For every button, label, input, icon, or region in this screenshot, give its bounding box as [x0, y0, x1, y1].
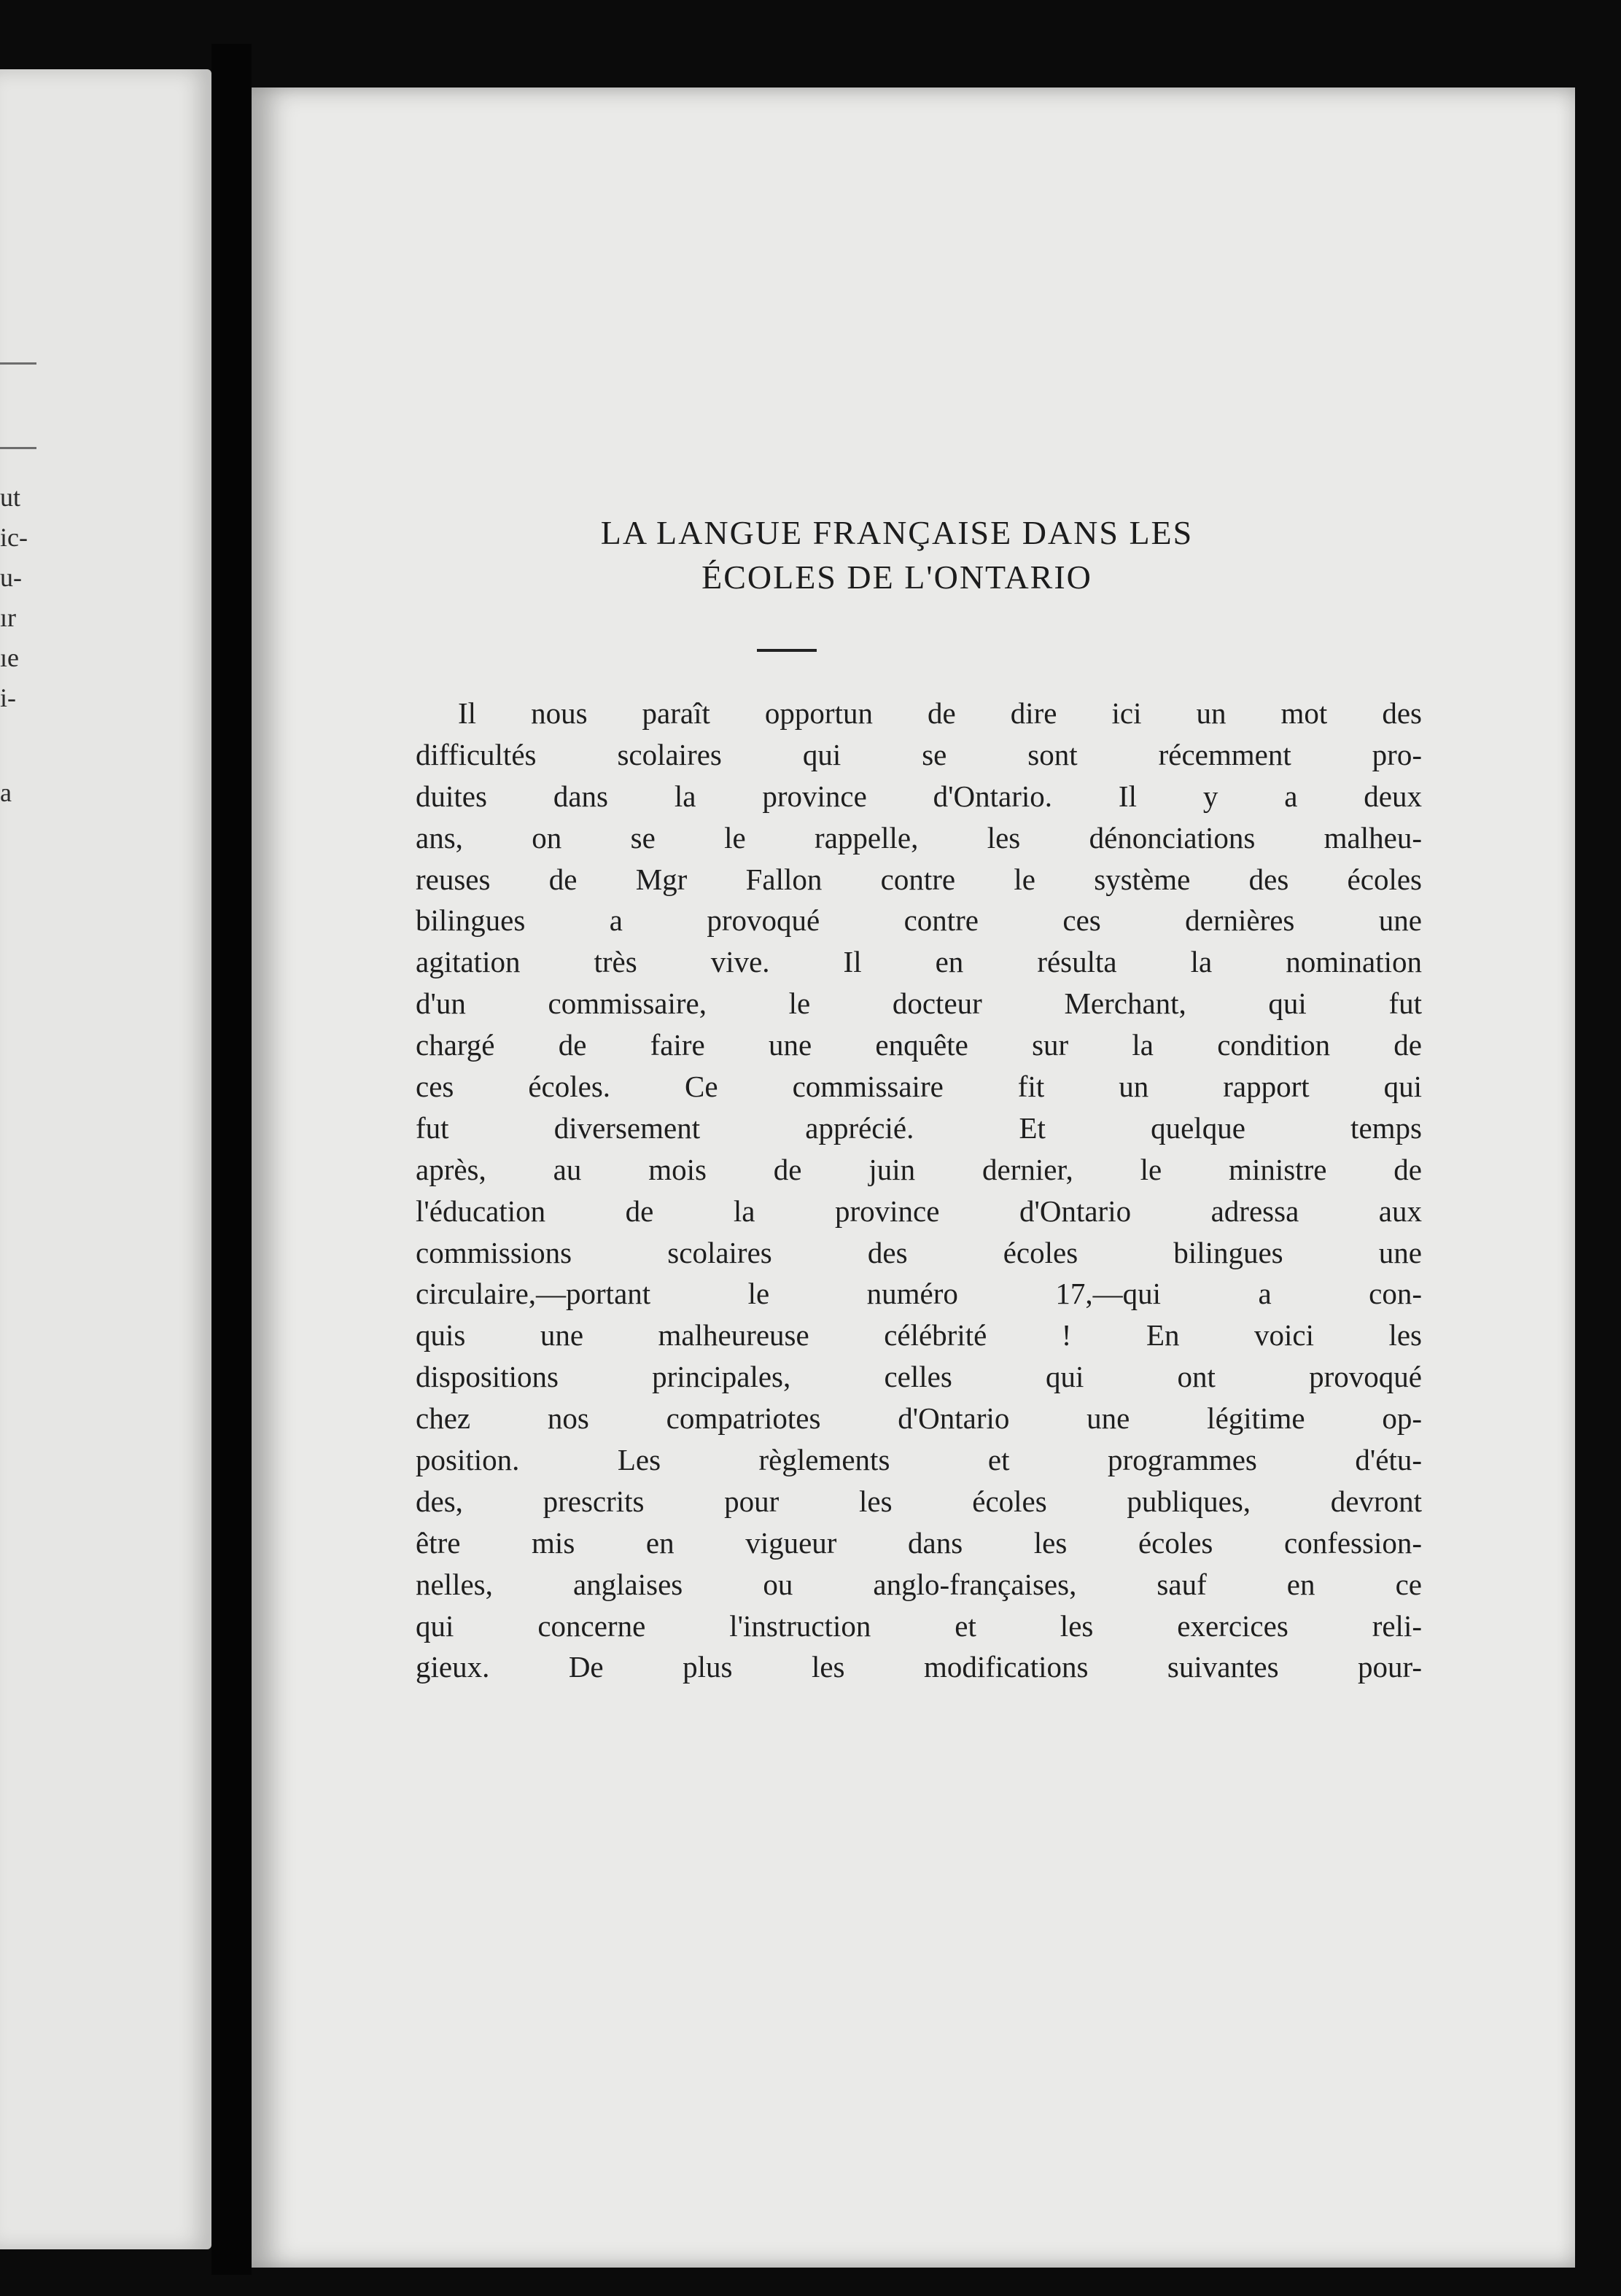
body-paragraph: [416, 693, 1422, 1688]
text-line: être mis en vigueur dans les écoles confession-: [416, 1525, 1422, 1560]
previous-page-fragment: a: [0, 778, 12, 807]
text-line: qui concerne l'instruction et les exercices reli-: [416, 1608, 1422, 1643]
text-line: des, prescrits pour les écoles publiques, devront: [416, 1484, 1422, 1518]
text-line: fut diversement apprécié. Et quelque temps: [416, 1110, 1422, 1145]
text-line: ces écoles. Ce commissaire fit un rapport qui: [416, 1070, 1422, 1104]
text-line: reuses de Mgr Fallon contre le système des écoles: [416, 862, 1422, 896]
previous-page-rule-top: [0, 362, 36, 365]
text-line: bilingues a provoqué contre ces dernières une: [416, 903, 1422, 938]
text-line: agitation très vive. Il en résulta la nomination: [416, 945, 1422, 979]
chapter-title-line: ÉCOLES DE L'ONTARIO: [701, 559, 1092, 596]
previous-page: [0, 69, 211, 2249]
previous-page-fragment: ut: [0, 483, 21, 512]
previous-page-fragment: ıe: [0, 643, 19, 672]
previous-page-text-fragments: [0, 478, 28, 813]
text-line: commissions scolaires des écoles bilingues une: [416, 1235, 1422, 1269]
previous-page-fragment: i-: [0, 683, 16, 712]
book-gutter: [211, 44, 252, 2275]
text-line: quis une malheureuse célébrité ! En voici les: [416, 1318, 1422, 1353]
text-line: dispositions principales, celles qui ont provoqué: [416, 1360, 1422, 1394]
text-line: position. Les règlements et programmes d'étu-: [416, 1443, 1422, 1477]
text-line: d'un commissaire, le docteur Merchant, qui fut: [416, 986, 1422, 1021]
chapter-title-line: LA LANGUE FRANÇAISE DANS LES: [600, 514, 1194, 551]
text-line: après, au mois de juin dernier, le ministre de: [416, 1152, 1422, 1186]
previous-page-rule-bottom: [0, 447, 36, 449]
text-line: nelles, anglaises ou anglo-françaises, sauf en ce: [416, 1567, 1422, 1601]
previous-page-fragment: u-: [0, 563, 22, 592]
text-line: l'éducation de la province d'Ontario adressa aux: [416, 1194, 1422, 1228]
text-line: gieux. De plus les modifications suivantes pour-: [416, 1650, 1422, 1684]
chapter-title: [456, 510, 1338, 599]
text-line: duites dans la province d'Ontario. Il y a deux: [416, 779, 1422, 813]
text-line: ans, on se le rappelle, les dénonciations malheu-: [416, 820, 1422, 855]
current-page: [252, 87, 1575, 2268]
previous-page-fragment: ic-: [0, 523, 28, 552]
text-line: circulaire,—portant le numéro 17,—qui a con-: [416, 1277, 1422, 1311]
text-line: chargé de faire une enquête sur la condition de: [416, 1028, 1422, 1062]
text-line: Il nous paraît opportun de dire ici un mot des: [458, 696, 1422, 730]
text-line: difficultés scolaires qui se sont récemment pro-: [416, 737, 1422, 771]
previous-page-fragment: ır: [0, 603, 16, 632]
title-separator-rule: [757, 649, 817, 652]
text-line: chez nos compatriotes d'Ontario une légitime op-: [416, 1401, 1422, 1436]
